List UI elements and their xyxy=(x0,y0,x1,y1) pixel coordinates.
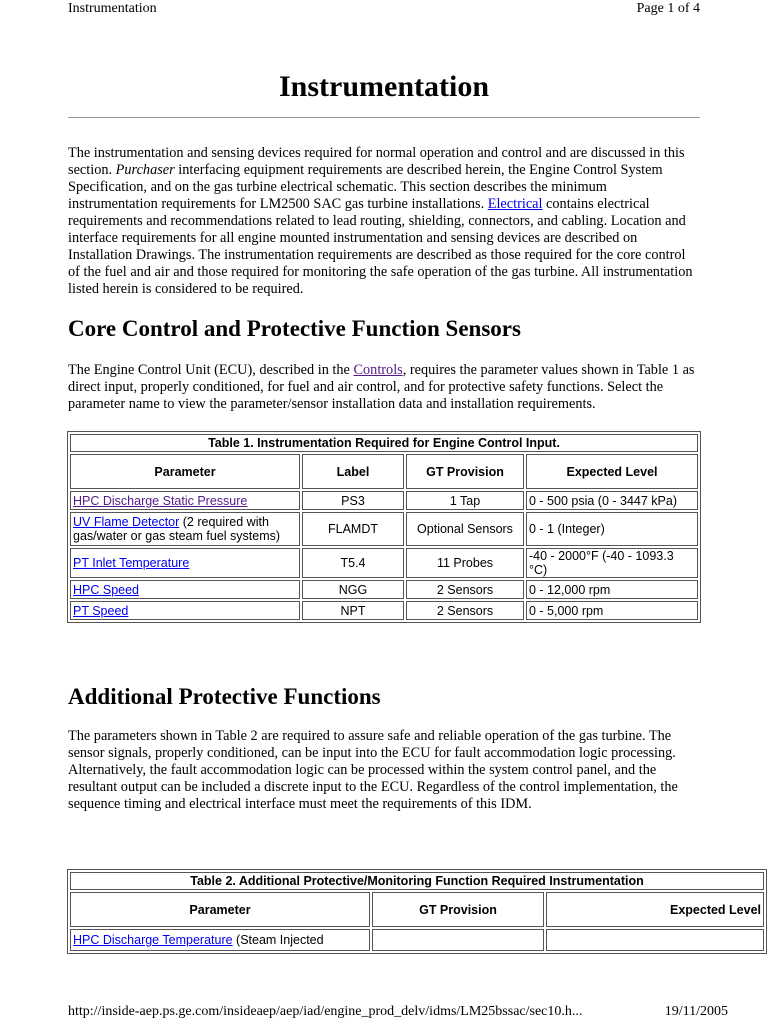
table-cell-provision: 2 Sensors xyxy=(406,601,524,620)
electrical-link[interactable]: Electrical xyxy=(487,196,543,212)
table-row xyxy=(70,580,698,599)
table-cell-label: FLAMDT xyxy=(302,512,404,546)
table-cell-level: 0 - 1 (Integer) xyxy=(526,512,698,546)
table-cell-level: 0 - 500 psia (0 - 3447 kPa) xyxy=(526,491,698,510)
pt-inlet-temperature-link[interactable]: PT Inlet Temperature xyxy=(73,556,190,570)
uv-flame-detector-link[interactable]: UV Flame Detector xyxy=(73,515,180,529)
table-cell-label: NPT xyxy=(302,601,404,620)
table-cell-note: (Steam Injected xyxy=(232,933,324,947)
table-cell-level: 0 - 12,000 rpm xyxy=(526,580,698,599)
table-row xyxy=(70,929,764,951)
footer-date: 19/11/2005 xyxy=(664,1004,728,1019)
hpc-discharge-static-pressure-link[interactable]: HPC Discharge Static Pressure xyxy=(73,493,248,508)
table2-header-gt-provision: GT Provision xyxy=(372,892,544,927)
title-divider xyxy=(68,117,700,118)
table2-header-expected-level: Expected Level xyxy=(546,892,764,927)
protective-monitoring-table xyxy=(67,869,767,954)
table-cell-provision: Optional Sensors xyxy=(406,512,524,546)
table-cell-label: PS3 xyxy=(302,491,404,510)
page-number: Page 1 of 4 xyxy=(636,1,700,16)
table1-header-parameter: Parameter xyxy=(70,454,300,489)
table1-caption: Table 1. Instrumentation Required for Engine Control Input. xyxy=(70,434,698,452)
table-cell-label: T5.4 xyxy=(302,548,404,578)
table-row xyxy=(70,491,698,510)
table-cell-provision: 11 Probes xyxy=(406,548,524,578)
running-header-title: Instrumentation xyxy=(68,1,157,16)
table-cell-note: (2 required with gas/water or gas steam fuel systems) xyxy=(73,515,281,543)
core-control-paragraph: The Engine Control Unit (ECU), described in the Controls, requires the parameter values shown in Table 1 as direct input, properly conditioned, for fuel and air control, and for protective safety functions. Select the parameter name to view the parameter/sensor installation data and installation requirements. xyxy=(68,362,695,412)
table-cell-provision: 1 Tap xyxy=(406,491,524,510)
footer-url: http://inside-aep.ps.ge.com/insideaep/aep/iad/engine_prod_delv/idms/LM25bssac/sec10.h... xyxy=(68,1004,583,1019)
table-row xyxy=(70,601,698,620)
additional-protective-paragraph: The parameters shown in Table 2 are required to assure safe and reliable operation of the gas turbine. The sensor signals, properly conditioned, can be input into the ECU for fault accommodation logic processing. Alternatively, the fault accommodation logic can be processed within the system control panel, and the resultant output can be included a discrete input to the ECU. Regardless of the control implementation, the sequence timing and electrical interface must meet the requirements of this IDM. xyxy=(68,728,678,812)
purchaser-term: Purchaser xyxy=(115,162,175,178)
intro-paragraph: The instrumentation and sensing devices required for normal operation and control and are discussed in this section. Purchaser interfacing equipment requirements are described herein, the Engine Control System Specification, and on the gas turbine electrical schematic. This section describes the minimum instrumentation requirements for LM2500 SAC gas turbine installations. Electrical contains electrical requirements and recommendations related to lead routing, shielding, connectors, and cabling. Location and interface requirements for all engine mounted instrumentation and sensing devices are described on Installation Drawings. The instrumentation requirements are described as those required for the core control of the fuel and air and those required for monitoring the safe operation of the gas turbine. All instrumentation listed herein is considered to be required. xyxy=(68,145,693,297)
table1-header-expected-level: Expected Level xyxy=(526,454,698,489)
additional-protective-heading: Additional Protective Functions xyxy=(68,684,381,709)
table1-header-gt-provision: GT Provision xyxy=(406,454,524,489)
table2-header-parameter: Parameter xyxy=(70,892,370,927)
table2-caption: Table 2. Additional Protective/Monitoring Function Required Instrumentation xyxy=(70,872,764,890)
table-row xyxy=(70,512,698,546)
hpc-discharge-temperature-link[interactable]: HPC Discharge Temperature xyxy=(73,933,233,947)
page-title: Instrumentation xyxy=(278,70,489,103)
table-cell-level xyxy=(546,929,764,951)
hpc-speed-link[interactable]: HPC Speed xyxy=(73,582,140,597)
pt-speed-link[interactable]: PT Speed xyxy=(73,603,129,618)
table-cell-level: -40 - 2000°F (-40 - 1093.3 °C) xyxy=(526,548,698,578)
table-row xyxy=(70,548,698,578)
table1-header-label: Label xyxy=(302,454,404,489)
controls-link[interactable]: Controls xyxy=(353,362,403,378)
table-cell-provision: 2 Sensors xyxy=(406,580,524,599)
engine-control-input-table xyxy=(67,431,701,623)
table-cell-provision xyxy=(372,929,544,951)
core-control-heading: Core Control and Protective Function Sensors xyxy=(68,316,521,341)
table-cell-level: 0 - 5,000 rpm xyxy=(526,601,698,620)
table-cell-label: NGG xyxy=(302,580,404,599)
